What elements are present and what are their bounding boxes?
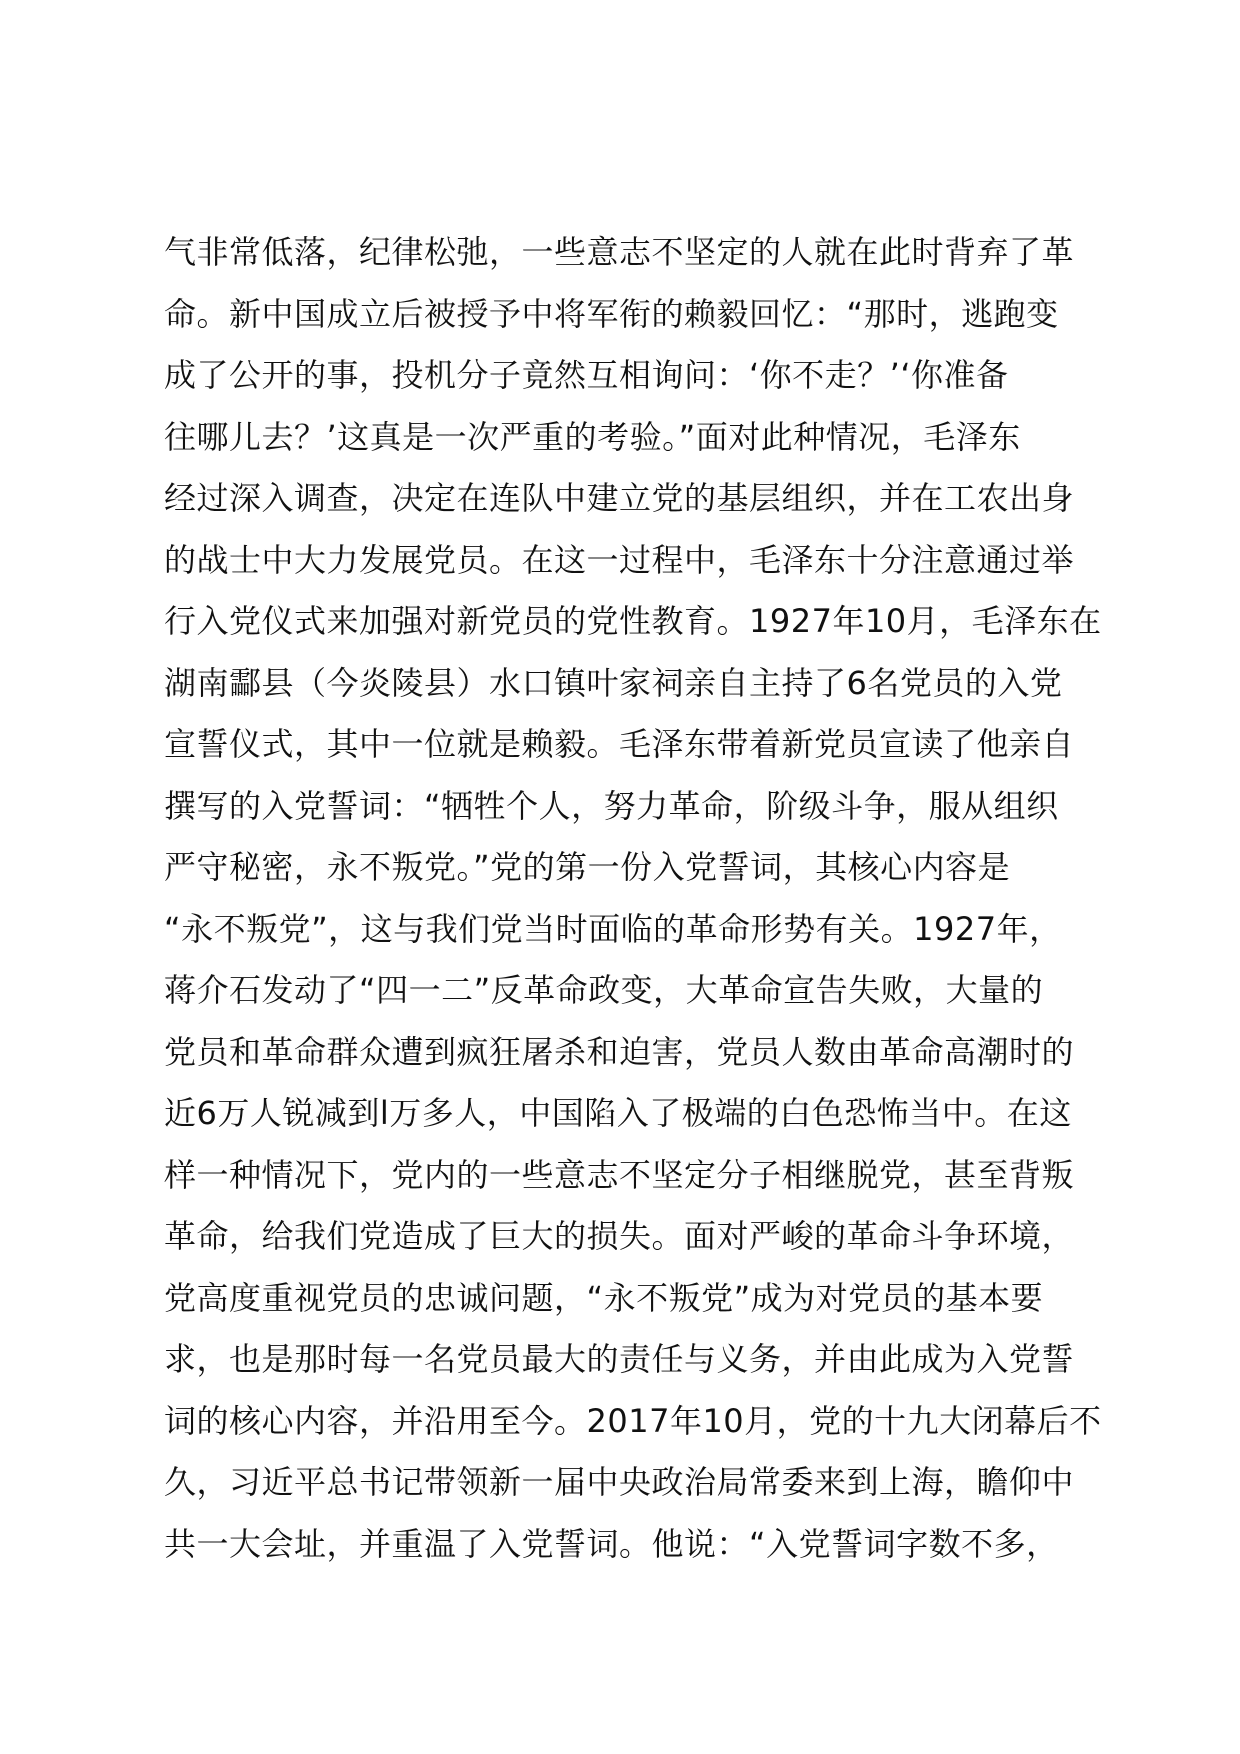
text-line: 革命，给我们党造成了巨大的损失。面对严峻的革命斗争环境， xyxy=(164,1217,1075,1255)
text-line: 命。新中国成立后被授予中将军衔的赖毅回忆：“那时，逃跑变 xyxy=(164,294,1059,333)
text-line: 宣誓仪式，其中一位就是赖毅。毛泽东带着新党员宣读了他亲自 xyxy=(164,725,1075,763)
text-line: 求，也是那时每一名党员最大的责任与义务，并由此成为入党誓 xyxy=(164,1340,1075,1378)
text-line: “永不叛党”，这与我们党当时面临的革命形势有关。1927年， xyxy=(164,909,1062,948)
text-line: 久，习近平总书记带领新一届中央政治局常委来到上海，瞻仰中 xyxy=(164,1463,1075,1501)
text-line: 经过深入调查，决定在连队中建立党的基层组织，并在工农出身 xyxy=(164,479,1075,517)
text-line: 共一大会址，并重温了入党誓词。他说：“入党誓词字数不多， xyxy=(164,1524,1059,1563)
text-line: 近6万人锐减到l万多人，中国陷入了极端的白色恐怖当中。在这 xyxy=(164,1094,1072,1132)
text-line: 成了公开的事，投机分子竟然互相询问：‘你不走？’‘你准备 xyxy=(164,356,1009,394)
text-line: 的战士中大力发展党员。在这一过程中，毛泽东十分注意通过举 xyxy=(164,540,1075,579)
text-line: 党高度重视党员的忠诚问题，“永不叛党”成为对党员的基本要 xyxy=(164,1278,1044,1317)
body-text xyxy=(164,222,1124,1575)
text-line: 严守秘密，永不叛党。”党的第一份入党誓词，其核心内容是 xyxy=(164,848,1011,886)
text-line: 词的核心内容，并沿用至今。2017年10月，党的十九大闭幕后不 xyxy=(164,1401,1102,1440)
text-line: 撰写的入党誓词：“牺牲个人，努力革命，阶级斗争，服从组织 xyxy=(164,786,1059,825)
text-line: 党员和革命群众遭到疯狂屠杀和迫害，党员人数由革命高潮时的 xyxy=(164,1032,1075,1071)
text-line: 行入党仪式来加强对新党员的党性教育。1927年10月，毛泽东在 xyxy=(164,602,1102,640)
text-line: 气非常低落，纪律松弛，一些意志不坚定的人就在此时背弃了革 xyxy=(164,233,1075,271)
text-line: 样一种情况下，党内的一些意志不坚定分子相继脱党，甚至背叛 xyxy=(164,1155,1075,1194)
text-line: 湖南酃县（今炎陵县）水口镇叶家祠亲自主持了6名党员的入党 xyxy=(164,663,1063,702)
text-line: 蒋介石发动了“四一二”反革命政变，大革命宣告失败，大量的 xyxy=(164,971,1044,1009)
text-line: 往哪儿去？’这真是一次严重的考验。”面对此种情况，毛泽东 xyxy=(164,417,1021,456)
